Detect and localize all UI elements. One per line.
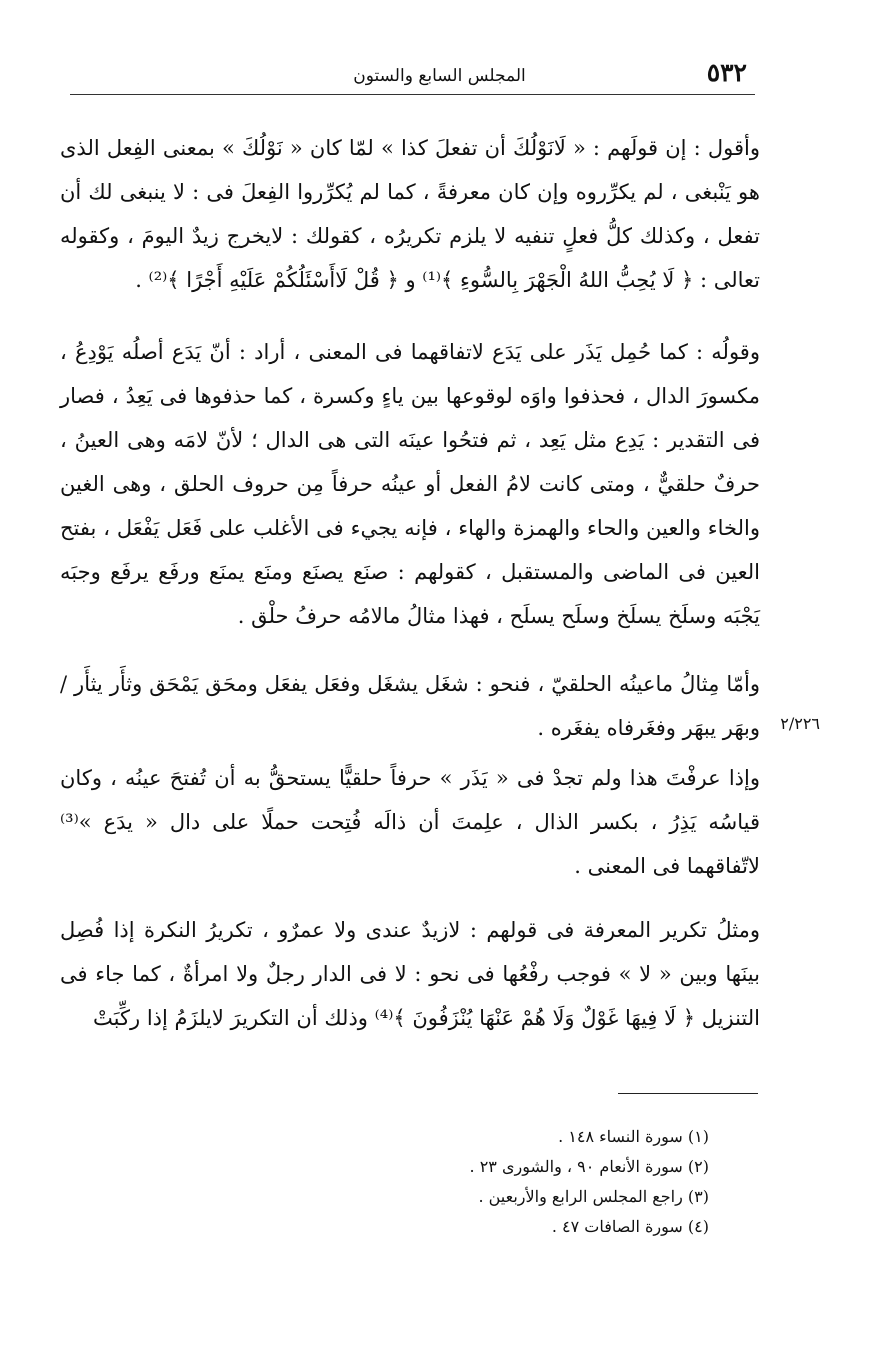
- page-header: [0, 58, 879, 92]
- footnote: (١) سورة النساء ١٤٨ .: [558, 1127, 709, 1146]
- header-rule: [70, 94, 755, 95]
- footnote: (٣) راجع المجلس الرابع والأربعين .: [478, 1187, 709, 1206]
- paragraph: وقولُه : كما حُمِل يَذَر على يَدَع لاتفاقهما فى المعنى ، أراد : أنّ يَدَع أصلُه يَوْدِعُ ، مكسورَ الدال ، فحذفوا واوَه لوقوعها بين ياءٍ وكسرة ، كما حذفوها فى يَعِدُ ، فصار فى التقدير : يَدِع مثل يَعِد ، ثم فتحُوا عينَه التى هى الدال ؛ لأنّ لامَه وهى العينُ ، حرفٌ حلقيٌّ ، ومتى كانت لامُ الفعل أو عينُه حرفاً مِن حروف الحلق ، وهى الغين والخاء والعين والحاء والهمزة والهاء ، فإنه يجيء فى الأغلب على فَعَل يَفْعَل ، بفتح العين فى الماضى والمستقبل ، كقولهم : صنَع يصنَع ومنَع يمنَع ورفَع يرفَع وجبَه يَجْبَه وسلَخ يسلَخ وسلَح يسلَح ، فهذا مثالُ مالامُه حرفُ حلْق .: [60, 340, 760, 628]
- footnotes-list: [189, 1122, 709, 1242]
- paragraph: وإذا عرفْتَ هذا ولم تجدْ فى « يَذَر » حرفاً حلقيًّا يستحقُّ به أن تُفتحَ عينُه ، وكان قياسُه يَذِرُ ، بكسر الذال ، علِمتَ أن ذالَه فُتِحت حملًا على دال « يدَع »⁽³⁾ لاتّفاقهما فى المعنى .: [60, 766, 760, 878]
- paragraph: وأقول : إن قولَهم : « لَانَوْلُكَ أن تفعلَ كذا » لمّا كان « نَوْلُكَ » بمعنى الفِعل الذى هو يَنْبغى ، لم يكرِّروه وإن كان معرفةً ، كما لم يُكرِّروا الفِعلَ فى : لا ينبغى لك أن تفعل ، وكذلك كلُّ فعلٍ تنفيه لا يلزم تكريرُه ، كقولك : لايخرج زيدٌ اليومَ ، وكقوله تعالى : ﴿ لَا يُحِبُّ اللهُ الْجَهْرَ بِالسُّوءِ ﴾⁽¹⁾ و ﴿ قُلْ لَاأَسْئَلُكُمْ عَلَيْهِ أَجْرًا ﴾⁽²⁾ .: [60, 136, 760, 292]
- footnote-separator: [618, 1093, 758, 1094]
- paragraph: وأمّا مِثالُ ماعينُه الحلقيّ ، فنحو : شغَل يشغَل وفعَل يفعَل ومحَق يَمْحَق وثأَر يثأَر / وبهَر يبهَر وفغَرفاه يفغَره .: [60, 672, 760, 740]
- margin-reference: ٢/٢٢٦: [780, 714, 820, 733]
- footnote: (٢) سورة الأنعام ٩٠ ، والشورى ٢٣ .: [469, 1157, 709, 1176]
- page-number: ٥٣٢: [706, 58, 747, 87]
- footnote: (٤) سورة الصافات ٤٧ .: [551, 1217, 709, 1236]
- running-title: المجلس السابع والستون: [353, 66, 526, 86]
- paragraph: ومثلُ تكرير المعرفة فى قولهم : لازيدٌ عندى ولا عمرٌو ، تكريرُ النكرة إذا فُصِل بينَها وبين « لا » فوجب رفْعُها فى نحو : لا فى الدار رجلٌ ولا امرأةٌ ، كما جاء فى التنزيل ﴿ لَا فِيهَا غَوْلٌ وَلَا هُمْ عَنْهَا يُنْزَفُونَ ﴾⁽⁴⁾ وذلك أن التكريرَ لايلزَمُ إذا ركِّبَتْ: [60, 918, 760, 1030]
